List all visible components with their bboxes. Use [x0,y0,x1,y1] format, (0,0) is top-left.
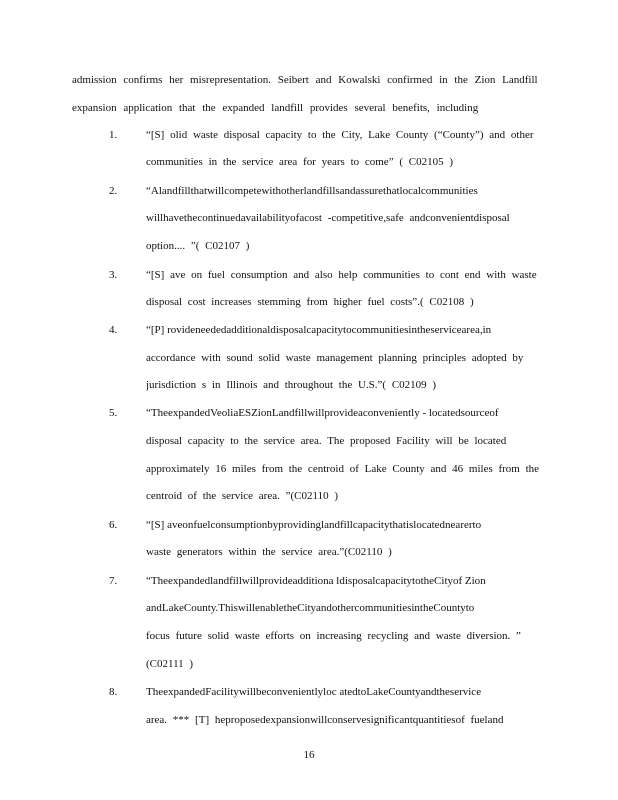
list-item-line: andLakeCounty.ThiswillenabletheCityandothercommunitiesintheCountyto [146,602,475,614]
list-item-number: 8. [109,686,118,698]
list-item-line: “[S] aveonfuelconsumptionbyprovidinglandfillcapacitythatislocatednearerto [146,519,482,531]
list-item-line: accordance with sound solid waste management planning principles adopted by [146,352,524,364]
list-item-number: 3. [109,269,118,281]
list-item-line: (C02111 ) [146,658,194,670]
list-item-line: jurisdiction s in Illinois and throughout the U.S.”( C02109 ) [146,379,437,391]
list-item-line: “[P] rovideneededadditionaldisposalcapacitytocommunitiesintheservicearea,in [146,324,492,336]
list-item-number: 7. [109,575,118,587]
list-item-number: 2. [109,185,118,197]
list-item-line: disposal capacity to the service area. The proposed Facility will be located [146,435,507,447]
list-item-number: 6. [109,519,118,531]
list-item-number: 4. [109,324,118,336]
list-item-number: 5. [109,407,118,419]
list-item-line: approximately 16 miles from the centroid of Lake County and 46 miles from the [146,463,540,475]
list-item-line: disposal cost increases stemming from higher fuel costs”.( C02108 ) [146,296,474,308]
list-item-line: centroid of the service area. ”(C02110 ) [146,490,338,502]
list-item-line: area. *** [T] heproposedexpansionwillconservesignificantquantitiesof fueland [146,714,504,726]
list-item-line: “[S] olid waste disposal capacity to the City, Lake County (“County”) and other [146,129,534,141]
list-item-line: “TheexpandedVeoliaESZionLandfillwillprovideaconveniently - locatedsourceof [146,407,499,419]
list-item-line: “Alandfillthatwillcompetewithotherlandfillsandassurethatlocalcommunities [146,185,478,197]
list-item-line: focus future solid waste efforts on increasing recycling and waste diversion. ” [146,630,521,642]
list-item-line: “Theexpandedlandfillwillprovideadditiona ldisposalcapacitytotheCityof Zion [146,575,486,587]
list-item-line: willhavethecontinuedavailabilityofacost -competitive,safe andconvenientdisposal [146,212,510,224]
list-item-line: “[S] ave on fuel consumption and also help communities to cont end with waste [146,269,537,281]
list-item-line: communities in the service area for years to come” ( C02105 ) [146,156,453,168]
list-item-line: waste generators within the service area.”(C02110 ) [146,546,392,558]
intro-line: expansion application that the expanded landfill provides several benefits, including [72,102,479,114]
page-number: 16 [303,749,315,761]
list-item-line: TheexpandedFacilitywillbeconvenientlyloc atedtoLakeCountyandtheservice [146,686,482,698]
list-item-number: 1. [109,129,118,141]
intro-line: admission confirms her misrepresentation. Seibert and Kowalski confirmed in the Zion Landfill [72,74,538,86]
list-item-line: option.... ”( C02107 ) [146,240,250,252]
